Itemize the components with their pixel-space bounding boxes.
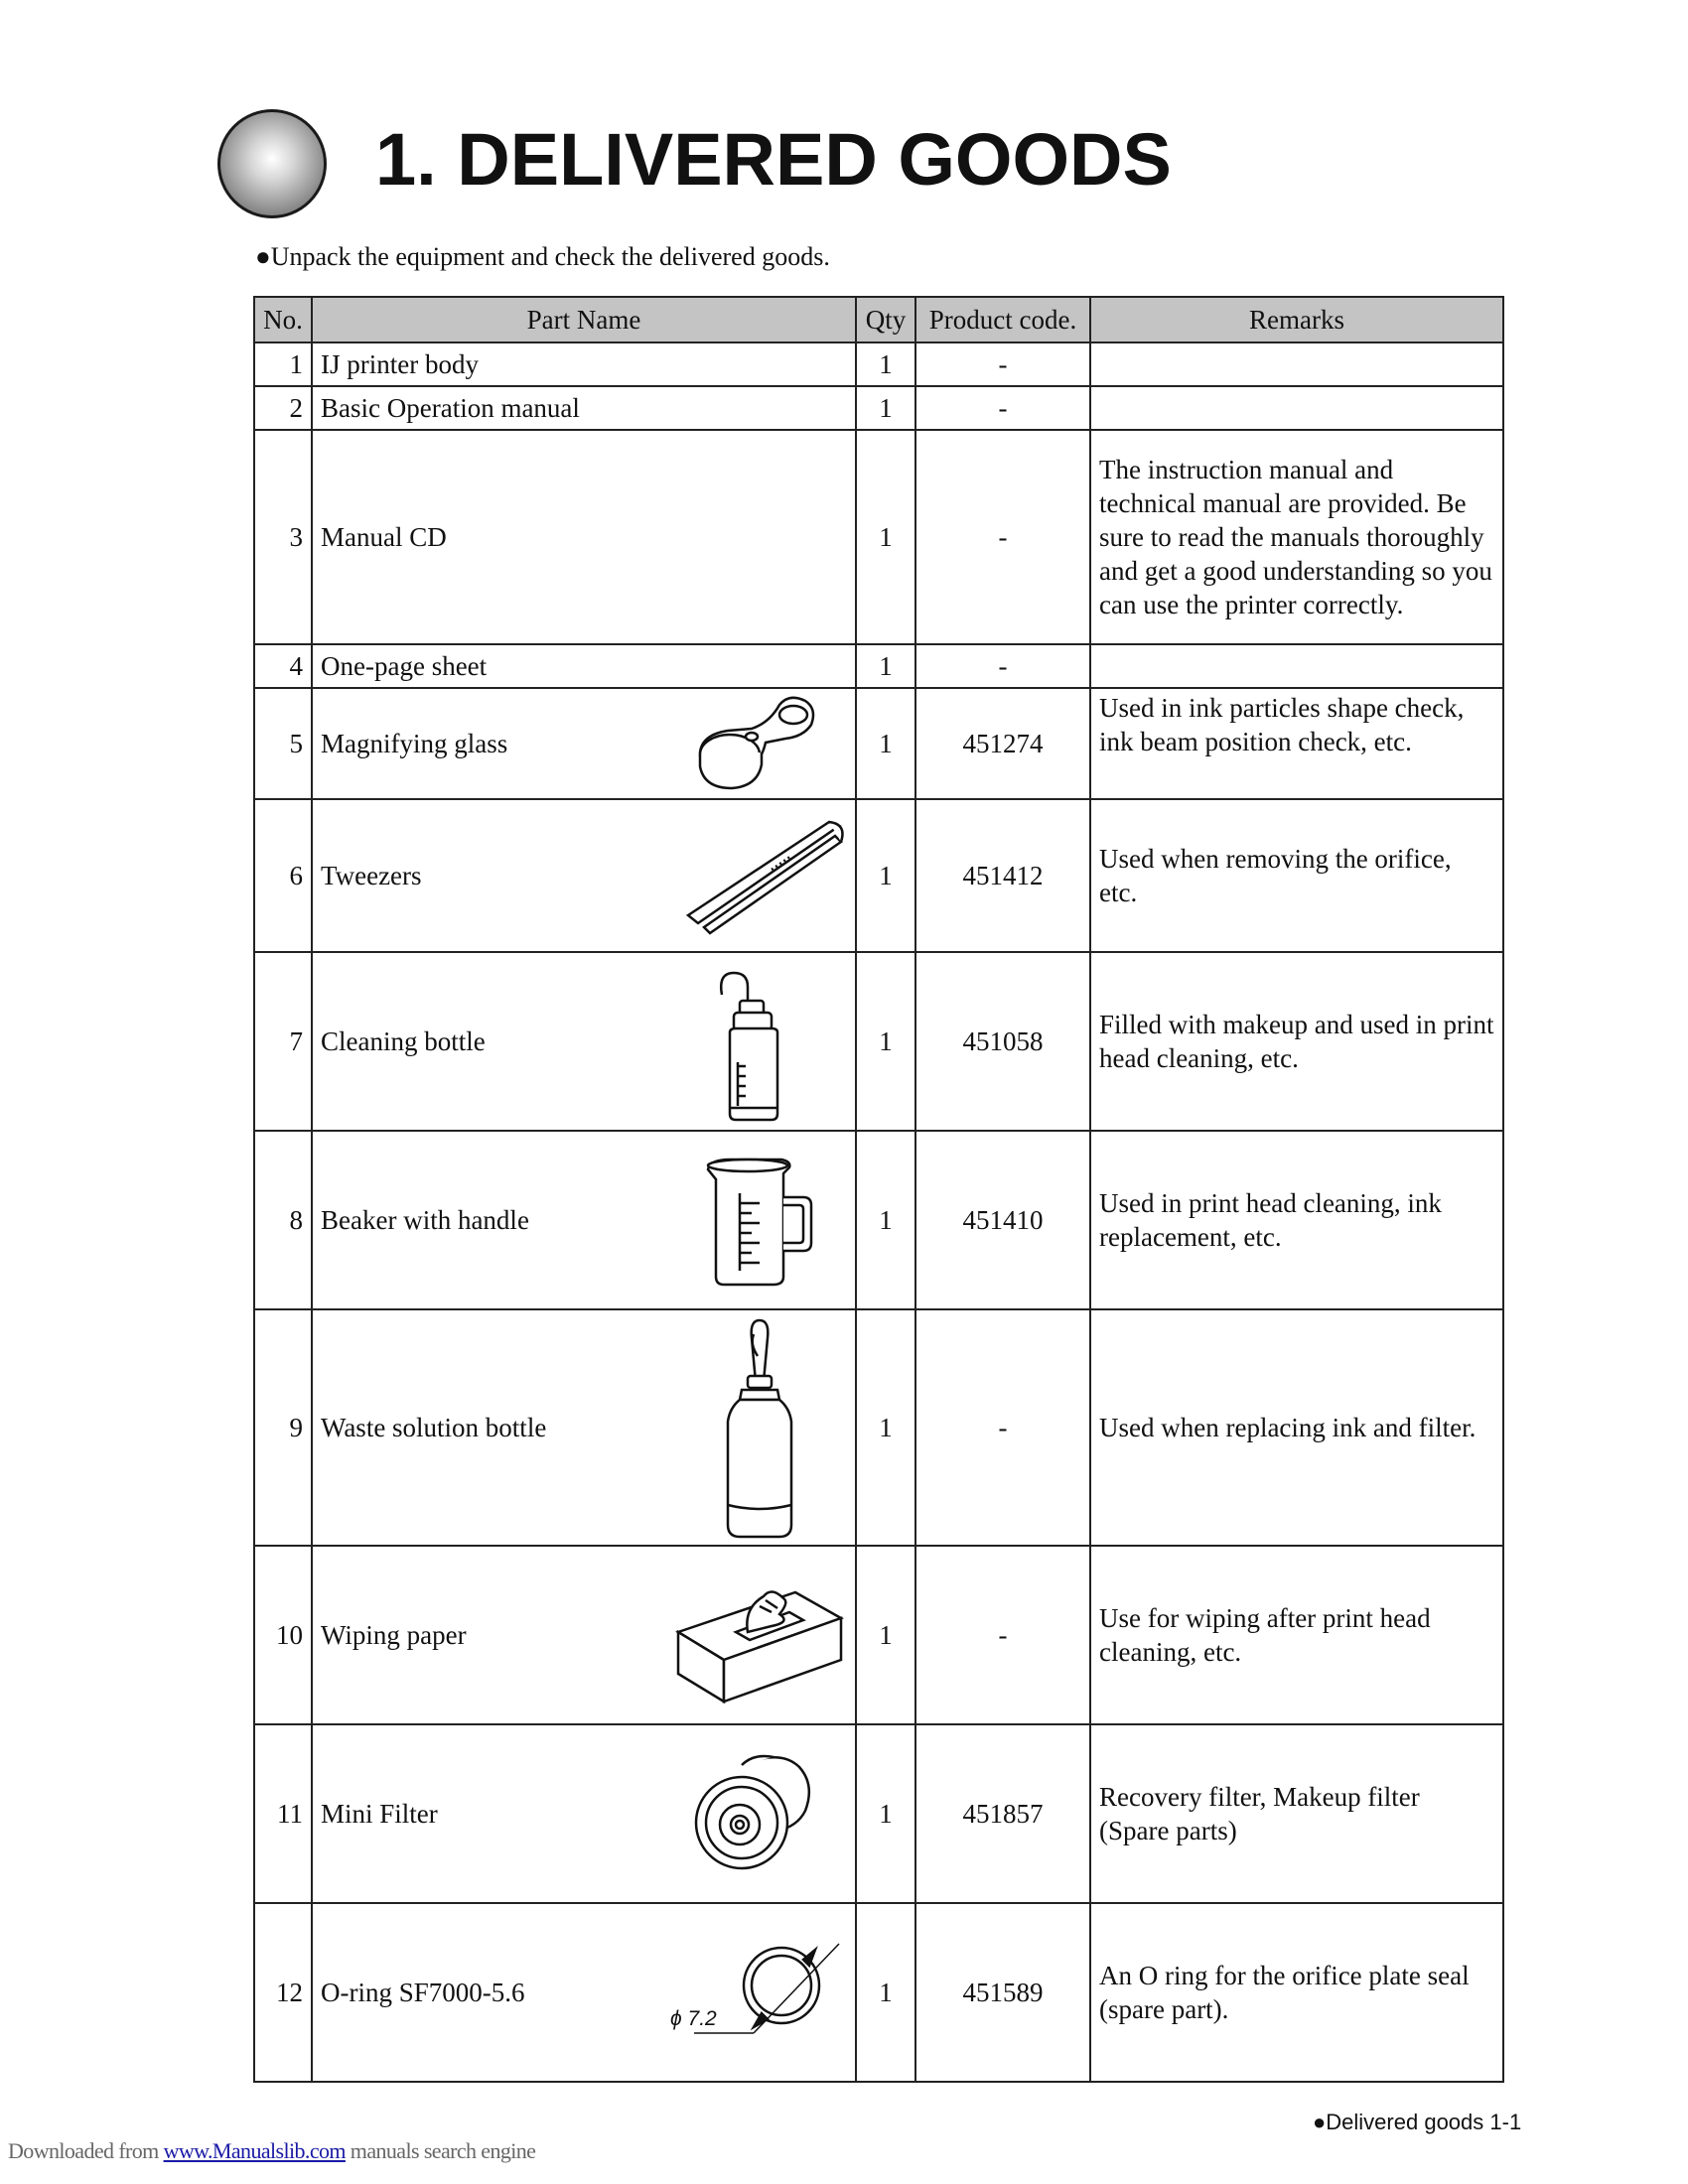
row-remarks: Used when removing the orifice, etc. — [1090, 799, 1503, 952]
row-part-name: Beaker with handle — [321, 1204, 529, 1235]
tissue-box-illustration — [672, 1563, 851, 1709]
row-remarks — [1090, 386, 1503, 430]
row-part-cell — [312, 1724, 856, 1903]
row-part-cell — [312, 1131, 856, 1309]
page-footer: ●Delivered goods 1-1 — [1313, 2110, 1522, 2134]
row-product-code: - — [915, 386, 1090, 430]
row-part-cell — [312, 952, 856, 1131]
row-part-name: One-page sheet — [312, 644, 856, 688]
row-part-name: Basic Operation manual — [312, 386, 856, 430]
row-qty: 1 — [856, 1903, 915, 2082]
row-product-code: - — [915, 644, 1090, 688]
row-no: 10 — [254, 1546, 312, 1724]
row-remarks: Used in ink particles shape check, ink beam position check, etc. — [1090, 688, 1503, 799]
row-part-name: Wiping paper — [321, 1619, 467, 1650]
row-remarks — [1090, 644, 1503, 688]
row-part-cell — [312, 688, 856, 799]
row-qty: 1 — [856, 952, 915, 1131]
row-part-name: Cleaning bottle — [321, 1025, 486, 1056]
delivered-goods-table — [253, 296, 1504, 2083]
row-qty: 1 — [856, 1309, 915, 1546]
row-qty: 1 — [856, 688, 915, 799]
row-remarks: An O ring for the orifice plate seal (spare part). — [1090, 1903, 1503, 2082]
row-part-cell — [312, 799, 856, 952]
row-remarks: Used in print head cleaning, ink replacement, etc. — [1090, 1131, 1503, 1309]
row-product-code: - — [915, 1309, 1090, 1546]
row-qty: 1 — [856, 1546, 915, 1724]
table-row — [254, 799, 1503, 952]
row-remarks: Used when replacing ink and filter. — [1090, 1309, 1503, 1546]
header-part-name: Part Name — [312, 297, 856, 342]
row-product-code: - — [915, 1546, 1090, 1724]
row-no: 9 — [254, 1309, 312, 1546]
row-product-code: 451857 — [915, 1724, 1090, 1903]
row-part-name: Magnifying glass — [321, 728, 508, 758]
table-row — [254, 952, 1503, 1131]
row-product-code: 451058 — [915, 952, 1090, 1131]
row-remarks: Use for wiping after print head cleaning, etc. — [1090, 1546, 1503, 1724]
table-row — [254, 1546, 1503, 1724]
header-qty: Qty — [856, 297, 915, 342]
row-product-code: 451410 — [915, 1131, 1090, 1309]
row-no: 3 — [254, 430, 312, 644]
row-product-code: - — [915, 430, 1090, 644]
table-header-row — [254, 297, 1503, 342]
waste-bottle-illustration — [720, 1316, 799, 1543]
row-qty: 1 — [856, 386, 915, 430]
manualslib-link[interactable]: www.Manualslib.com — [163, 2138, 346, 2163]
row-product-code: - — [915, 342, 1090, 386]
row-part-cell — [312, 1546, 856, 1724]
row-no: 2 — [254, 386, 312, 430]
download-suffix: manuals search engine — [345, 2138, 536, 2163]
row-part-cell — [312, 1903, 856, 2082]
o-ring-dimension-label: ϕ 7.2 — [670, 2007, 717, 2030]
download-note — [8, 2138, 535, 2164]
row-part-name: IJ printer body — [312, 342, 856, 386]
row-part-name: Mini Filter — [321, 1798, 438, 1829]
row-part-cell — [312, 1309, 856, 1546]
row-no: 11 — [254, 1724, 312, 1903]
row-no: 5 — [254, 688, 312, 799]
table-row — [254, 644, 1503, 688]
row-no: 4 — [254, 644, 312, 688]
row-product-code: 451589 — [915, 1903, 1090, 2082]
beaker-illustration — [700, 1154, 829, 1293]
o-ring-illustration — [650, 1924, 849, 2063]
page-title: 1. DELIVERED GOODS — [375, 118, 1172, 201]
row-remarks — [1090, 342, 1503, 386]
table-row — [254, 430, 1503, 644]
row-no: 8 — [254, 1131, 312, 1309]
row-no: 6 — [254, 799, 312, 952]
table-row — [254, 386, 1503, 430]
row-part-name: Tweezers — [321, 860, 422, 890]
mini-filter-illustration — [690, 1745, 829, 1884]
row-remarks: Filled with makeup and used in print head cleaning, etc. — [1090, 952, 1503, 1131]
tweezers-illustration — [680, 816, 849, 935]
intro-text: ●Unpack the equipment and check the delivered goods. — [255, 242, 830, 271]
row-part-name: O-ring SF7000-5.6 — [321, 1977, 525, 2007]
table-row — [254, 1131, 1503, 1309]
header-remarks: Remarks — [1090, 297, 1503, 342]
table-row — [254, 688, 1503, 799]
row-part-name: Manual CD — [312, 430, 856, 644]
row-no: 7 — [254, 952, 312, 1131]
row-qty: 1 — [856, 644, 915, 688]
row-qty: 1 — [856, 430, 915, 644]
header-no: No. — [254, 297, 312, 342]
table-row — [254, 342, 1503, 386]
row-qty: 1 — [856, 1724, 915, 1903]
row-no: 12 — [254, 1903, 312, 2082]
row-remarks: Recovery filter, Makeup filter (Spare parts) — [1090, 1724, 1503, 1903]
row-product-code: 451412 — [915, 799, 1090, 952]
table-row — [254, 1309, 1503, 1546]
header-product-code: Product code. — [915, 297, 1090, 342]
section-bullet-icon — [217, 109, 327, 218]
cleaning-bottle-illustration — [710, 967, 809, 1126]
row-remarks: The instruction manual and technical manual are provided. Be sure to read the manuals thoroughly and get a good understanding so you can use the printer correctly. — [1090, 430, 1503, 644]
row-part-name: Waste solution bottle — [321, 1412, 547, 1442]
row-qty: 1 — [856, 342, 915, 386]
table-row — [254, 1903, 1503, 2082]
row-qty: 1 — [856, 799, 915, 952]
row-product-code: 451274 — [915, 688, 1090, 799]
magnifying-glass-illustration — [690, 693, 819, 796]
table-row — [254, 1724, 1503, 1903]
row-qty: 1 — [856, 1131, 915, 1309]
row-no: 1 — [254, 342, 312, 386]
download-prefix: Downloaded from — [8, 2138, 164, 2163]
